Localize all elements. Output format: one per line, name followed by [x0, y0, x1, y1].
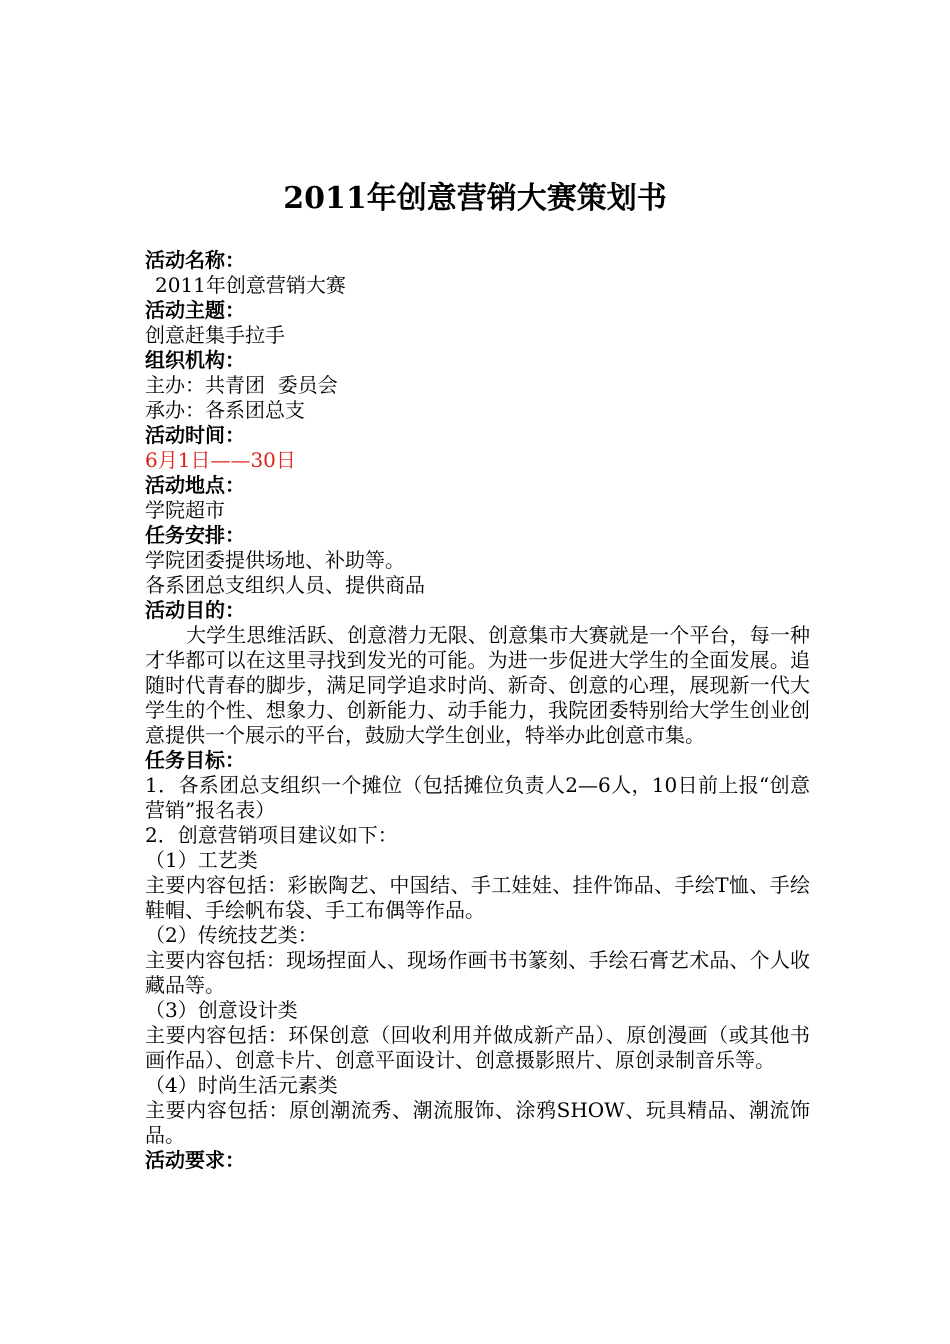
place-value: 学院超市: [145, 498, 225, 522]
org-undertake: 承办：各系团总支: [145, 398, 305, 422]
category-1-body: 主要内容包括：彩嵌陶艺、中国结、手工娃娃、挂件饰品、手绘T恤、手绘鞋帽、手绘帆布袋、手工布偶等作品。: [145, 873, 810, 922]
category-3-body: 主要内容包括：环保创意（回收利用并做成新产品）、原创漫画（或其他书画作品）、创意卡片、创意平面设计、创意摄影照片、原创录制音乐等。: [145, 1023, 810, 1072]
category-4-title: （4）时尚生活元素类: [145, 1073, 338, 1097]
document-body: [145, 248, 810, 1173]
org-host: 主办：共青团 委员会: [145, 373, 338, 397]
goal-2: 2．创意营销项目建议如下：: [145, 823, 398, 847]
name-heading: 活动名称：: [145, 248, 245, 272]
tasks-line-1: 学院团委提供场地、补助等。: [145, 548, 405, 572]
place-heading: 活动地点：: [145, 473, 245, 497]
name-value: 2011年创意营销大赛: [155, 273, 346, 297]
org-heading: 组织机构：: [145, 348, 245, 372]
goals-heading: 任务目标：: [145, 748, 245, 772]
tasks-line-2: 各系团总支组织人员、提供商品: [145, 573, 425, 597]
category-2-title: （2）传统技艺类：: [145, 923, 318, 947]
purpose-heading: 活动目的：: [145, 598, 245, 622]
category-2-body: 主要内容包括：现场捏面人、现场作画书书篆刻、手绘石膏艺术品、个人收藏品等。: [145, 948, 810, 997]
requirements-heading: 活动要求：: [145, 1148, 245, 1172]
time-value: 6月1日——30日: [145, 448, 296, 472]
goal-1: 1．各系团总支组织一个摊位（包括摊位负责人2—6人，10日前上报“创意营销”报名表）: [145, 773, 810, 822]
category-3-title: （3）创意设计类: [145, 998, 298, 1022]
purpose-paragraph: 大学生思维活跃、创意潜力无限、创意集市大赛就是一个平台，每一种才华都可以在这里寻找到发光的可能。为进一步促进大学生的全面发展。追随时代青春的脚步，满足同学追求时尚、新奇、创意的心理，展现新一代大学生的个性、想象力、创新能力、动手能力，我院团委特别给大学生创业创意提供一个展示的平台，鼓励大学生创业，特举办此创意市集。: [145, 623, 810, 747]
time-heading: 活动时间：: [145, 423, 245, 447]
category-1-title: （1）工艺类: [145, 848, 258, 872]
document-title: 2011年创意营销大赛策划书: [283, 181, 667, 216]
tasks-heading: 任务安排：: [145, 523, 245, 547]
theme-heading: 活动主题：: [145, 298, 245, 322]
category-4-body: 主要内容包括：原创潮流秀、潮流服饰、涂鸦SHOW、玩具精品、潮流饰品。: [145, 1098, 810, 1147]
theme-value: 创意赶集手拉手: [145, 323, 285, 347]
